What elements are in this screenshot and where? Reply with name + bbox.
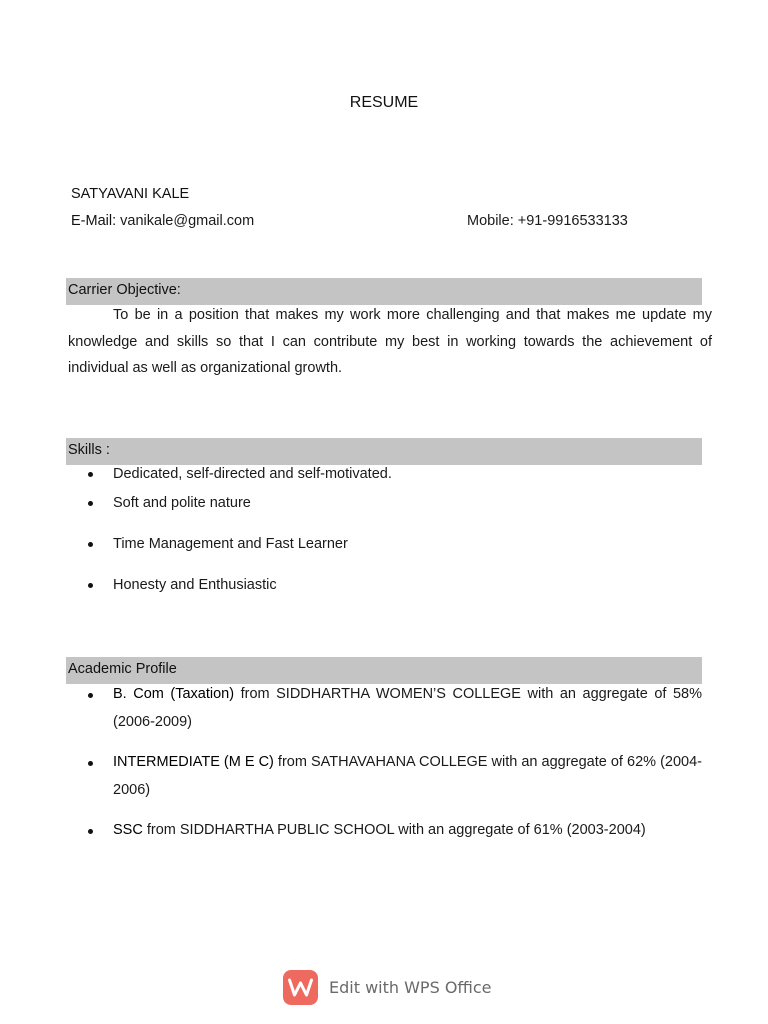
bullet-icon: [88, 761, 93, 766]
bullet-icon: [88, 501, 93, 506]
list-item: [88, 817, 702, 845]
academic-entry: [113, 749, 702, 804]
skill-text: Honesty and Enthusiastic: [113, 577, 277, 593]
degree-name: SSC: [113, 822, 143, 838]
objective-heading-label: Carrier Objective:: [68, 282, 181, 298]
email-label: E-Mail:: [71, 213, 117, 229]
email-value[interactable]: vanikale@gmail.com: [120, 213, 255, 229]
mobile-number: Mobile: +91-9916533133: [467, 213, 628, 229]
edit-with-wps-button[interactable]: [283, 970, 492, 1005]
skills-heading-label: Skills :: [68, 442, 110, 458]
degree-detail: from SIDDHARTHA PUBLIC SCHOOL with an aggregate of 61% (2003-2004): [142, 822, 646, 838]
objective-paragraph: [68, 302, 712, 382]
candidate-name: SATYAVANI KALE: [71, 186, 190, 202]
list-item: [88, 749, 702, 804]
bullet-icon: [88, 693, 93, 698]
objective-heading: [66, 278, 702, 305]
bullet-icon: [88, 542, 93, 547]
degree-name: INTERMEDIATE (M E C): [113, 754, 274, 770]
wps-logo-icon: [283, 970, 318, 1005]
list-item: [88, 681, 702, 736]
degree-name: B. Com (Taxation): [113, 686, 235, 702]
objective-text: To be in a position that makes my work more challenging and that makes me update my knowledge and skills so that I can contribute my best in working towards the achievement of individual as well as organizational growth.: [68, 307, 712, 376]
academic-heading: [66, 657, 702, 684]
bullet-icon: [88, 829, 93, 834]
skill-text: Soft and polite nature: [113, 495, 251, 511]
skill-text: Time Management and Fast Learner: [113, 536, 348, 552]
email-row: [71, 213, 254, 229]
page-title: RESUME: [349, 94, 419, 111]
academic-heading-label: Academic Profile: [68, 661, 177, 677]
academic-entry: [113, 817, 702, 845]
degree-detail: from SATHAVAHANA COLLEGE with an aggregate of 62% (2004-2006): [113, 754, 702, 798]
edit-with-wps-label: Edit with WPS Office: [329, 978, 492, 997]
bullet-icon: [88, 472, 93, 477]
bullet-icon: [88, 583, 93, 588]
academic-entry: [113, 681, 702, 736]
skill-text: Dedicated, self-directed and self-motivated.: [113, 466, 392, 482]
degree-detail: from SIDDHARTHA WOMEN’S COLLEGE with an aggregate of 58% (2006-2009): [113, 686, 702, 730]
